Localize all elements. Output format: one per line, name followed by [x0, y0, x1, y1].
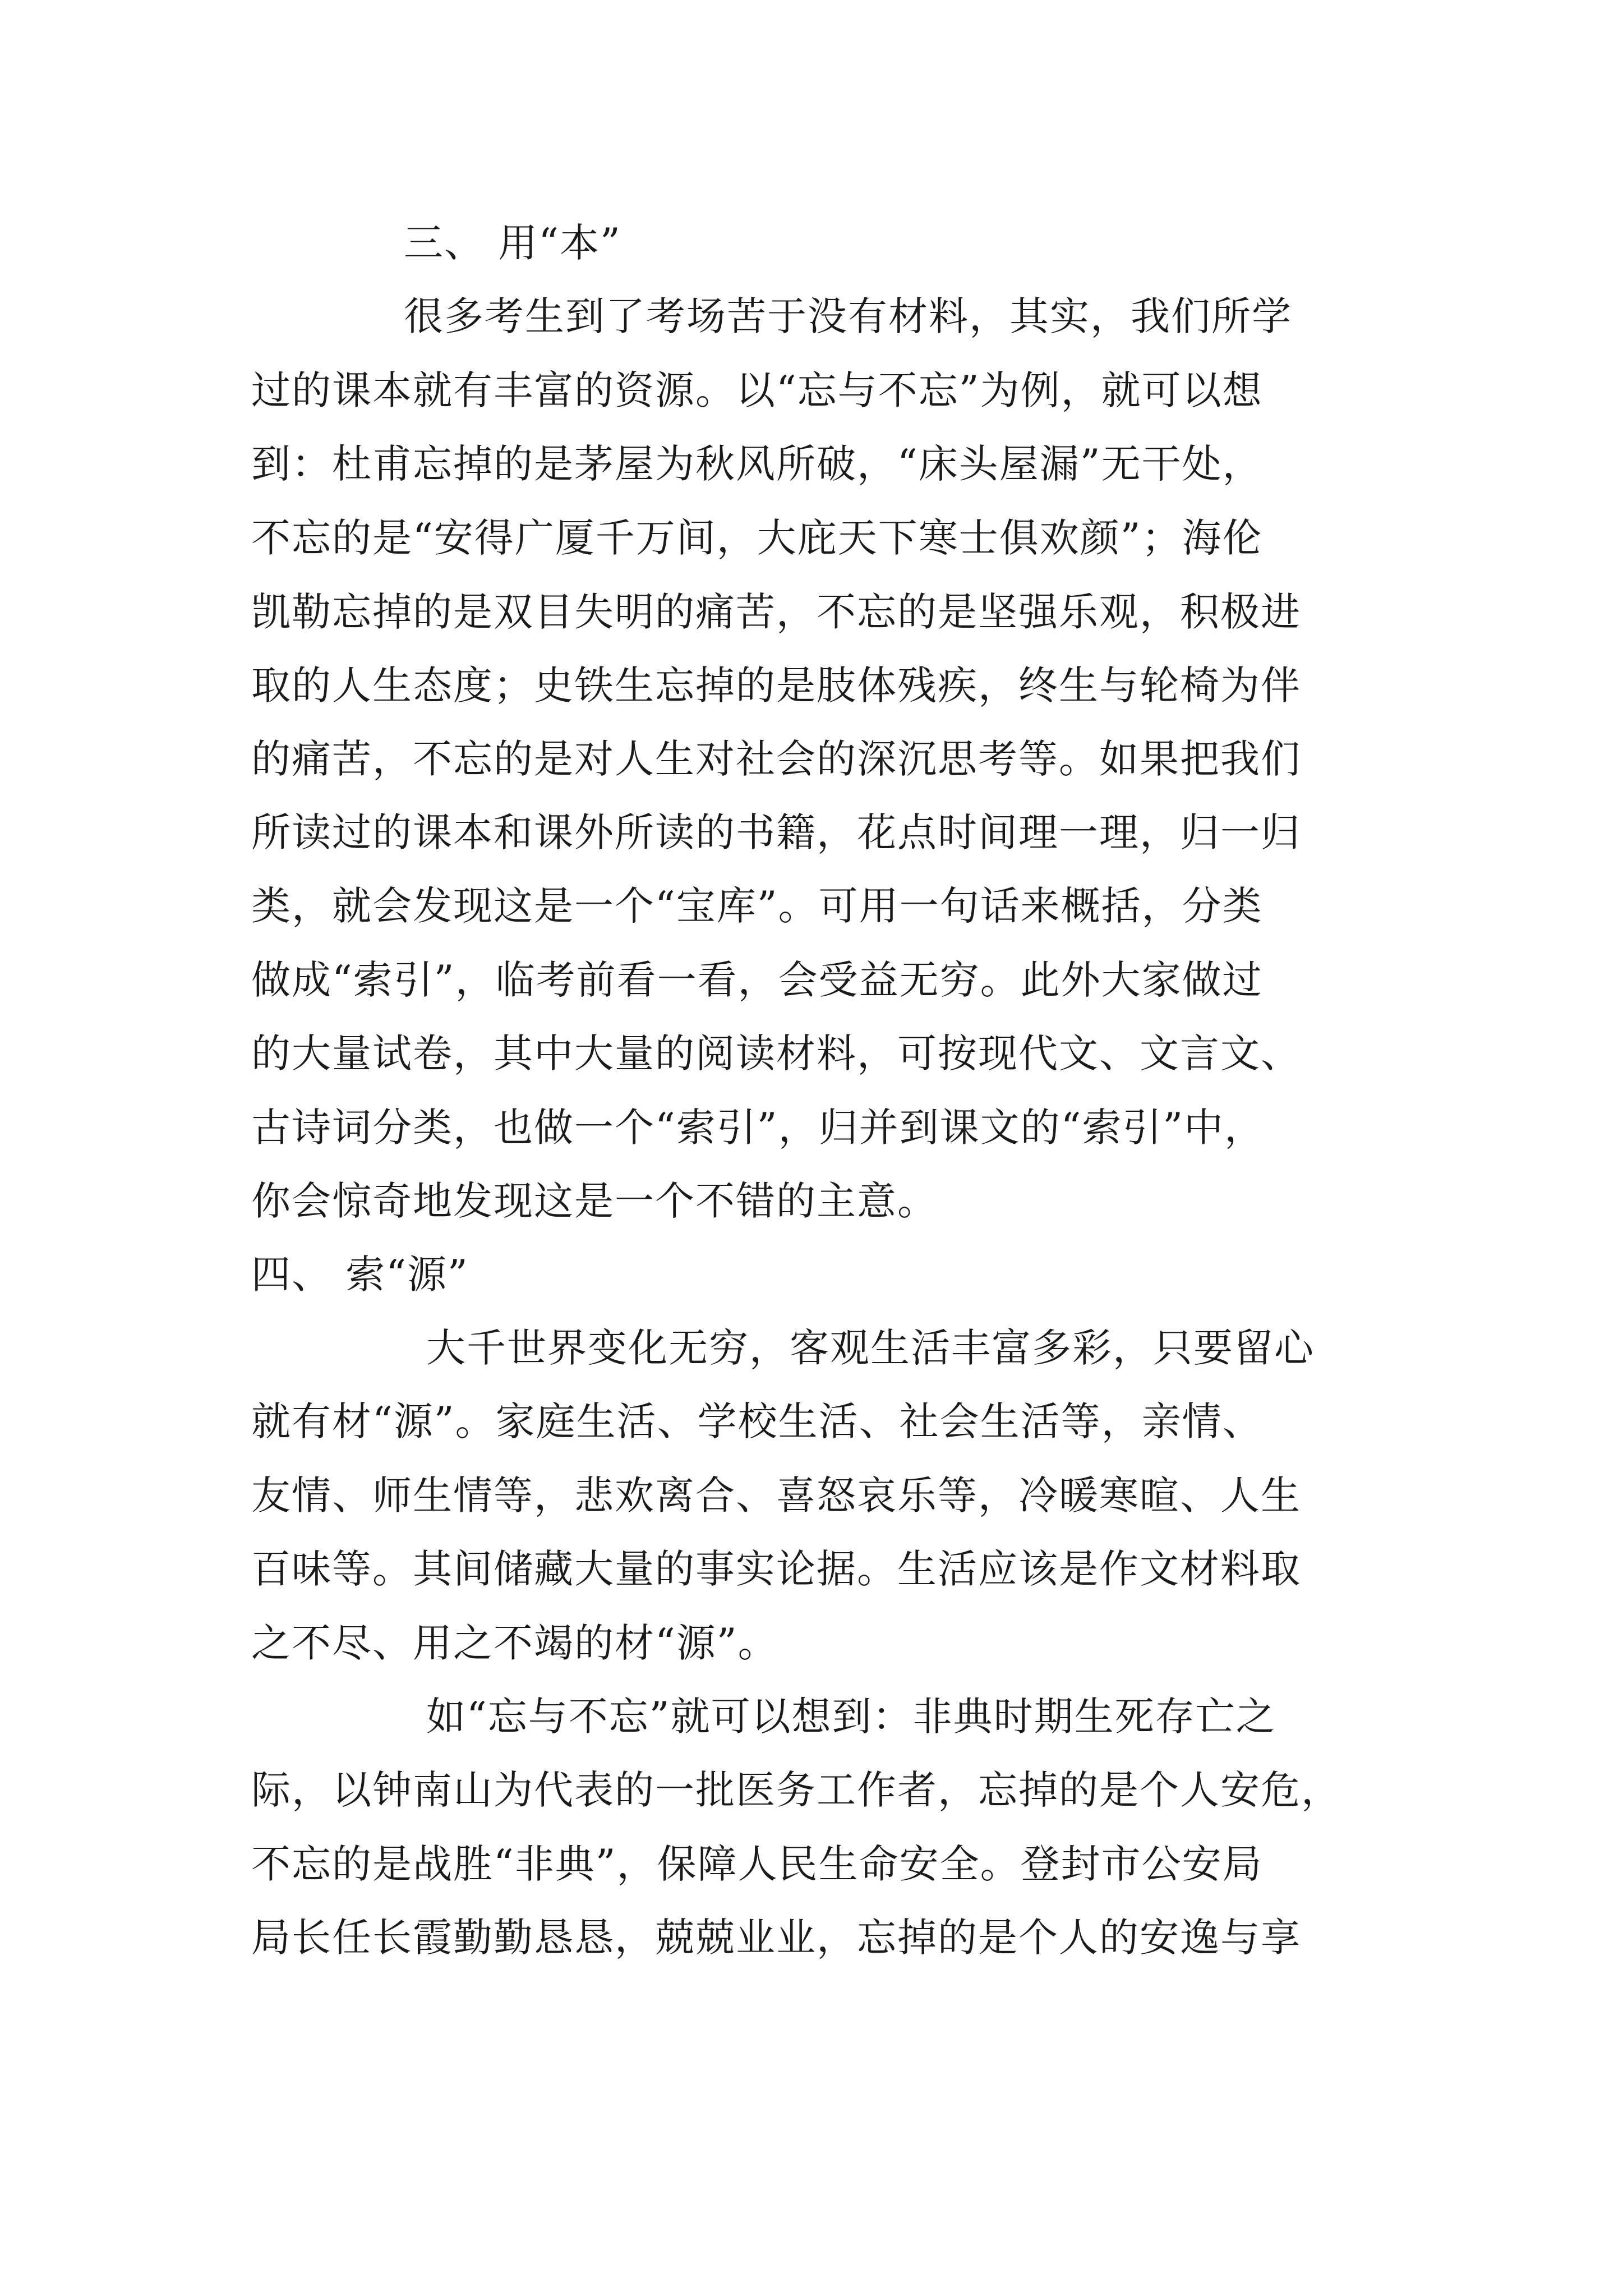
paragraph-line: 局长任长霞勤勤恳恳，兢兢业业，忘掉的是个人的安逸与享	[251, 1915, 1301, 1961]
paragraph-line: 凯勒忘掉的是双目失明的痛苦，不忘的是坚强乐观，积极进	[251, 589, 1301, 635]
paragraph-line: 的痛苦，不忘的是对人生对社会的深沉思考等。如果把我们	[251, 736, 1301, 782]
section-heading-3: 三、 用“本”	[404, 220, 621, 266]
paragraph-line: 之不尽、用之不竭的材“源”。	[251, 1620, 778, 1666]
paragraph-line: 大千世界变化无穷，客观生活丰富多彩，只要留心	[426, 1325, 1315, 1371]
paragraph-line: 过的课本就有丰富的资源。以“忘与不忘”为例，就可以想	[251, 367, 1263, 413]
paragraph-line: 到：杜甫忘掉的是茅屋为秋风所破，“床头屋漏”无干处，	[251, 441, 1263, 487]
paragraph-line: 类，就会发现这是一个“宝库”。可用一句话来概括，分类	[251, 883, 1263, 929]
paragraph-line: 古诗词分类，也做一个“索引”，归并到课文的“索引”中，	[251, 1105, 1265, 1151]
paragraph-line: 友情、师生情等，悲欢离合、喜怒哀乐等，冷暖寒暄、人生	[251, 1473, 1301, 1519]
paragraph-line: 做成“索引”，临考前看一看，会受益无穷。此外大家做过	[251, 957, 1263, 1003]
paragraph-line: 百味等。其间储藏大量的事实论据。生活应该是作文材料取	[251, 1546, 1301, 1592]
paragraph-line: 不忘的是战胜“非典”，保障人民生命安全。登封市公安局	[251, 1841, 1263, 1887]
paragraph-line: 很多考生到了考场苦于没有材料，其实，我们所学	[404, 293, 1292, 339]
paragraph-line: 就有材“源”。家庭生活、学校生活、社会生活等，亲情、	[251, 1398, 1263, 1444]
paragraph-line: 际，以钟南山为代表的一批医务工作者，忘掉的是个人安危，	[251, 1767, 1341, 1813]
paragraph-line: 如“忘与不忘”就可以想到：非典时期生死存亡之	[426, 1694, 1276, 1740]
paragraph-line: 取的人生态度；史铁生忘掉的是肢体残疾，终生与轮椅为伴	[251, 662, 1301, 708]
paragraph-line: 的大量试卷，其中大量的阅读材料，可按现代文、文言文、	[251, 1030, 1301, 1076]
paragraph-line: 不忘的是“安得广厦千万间，大庇天下寒士俱欢颜”；海伦	[251, 515, 1263, 561]
section-heading-4: 四、 索“源”	[251, 1251, 469, 1297]
paragraph-line: 所读过的课本和课外所读的书籍，花点时间理一理，归一归	[251, 809, 1301, 855]
paragraph-line: 你会惊奇地发现这是一个不错的主意。	[251, 1178, 938, 1224]
